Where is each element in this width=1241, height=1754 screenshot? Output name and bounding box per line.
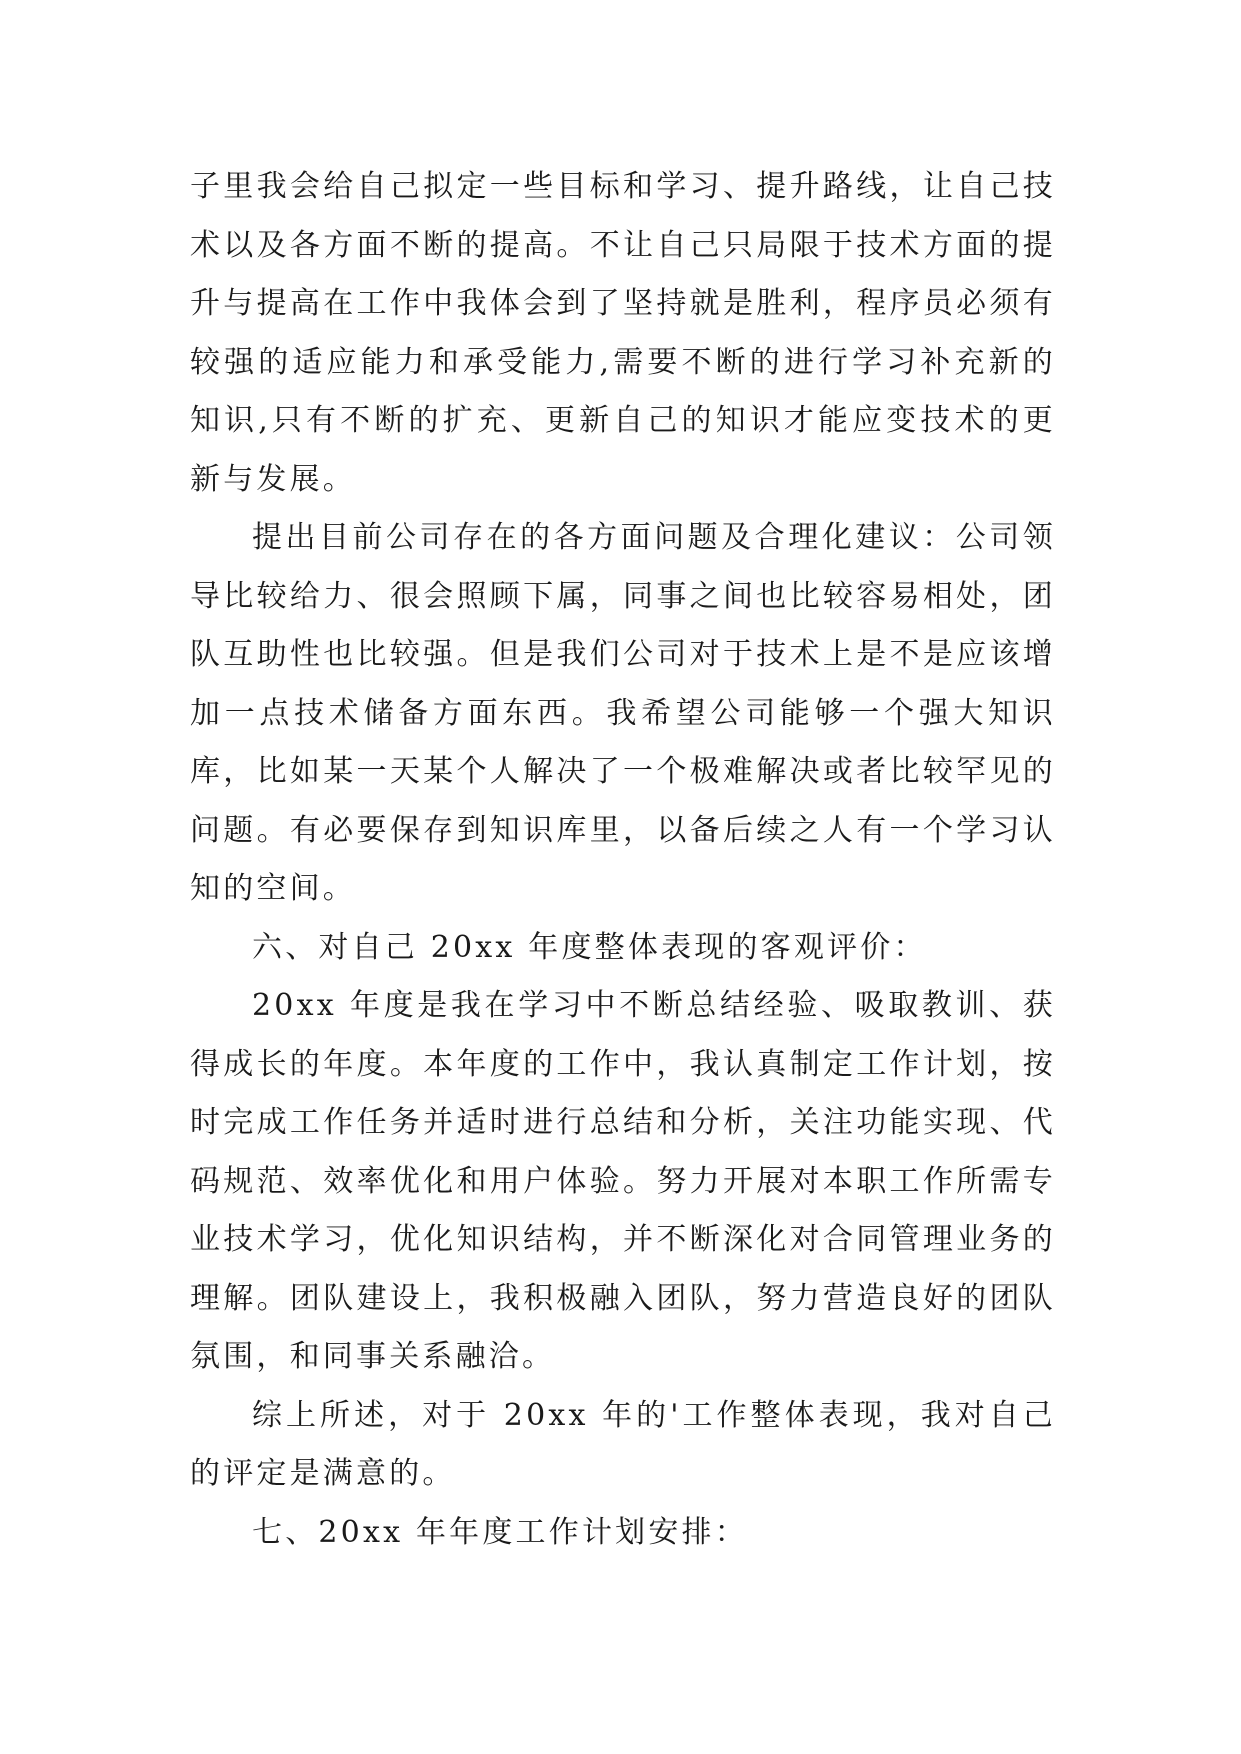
paragraph-annual-review: 20xx 年度是我在学习中不断总结经验、吸取教训、获得成长的年度。本年度的工作中，我认真制定工作计划，按时完成工作任务并适时进行总结和分析，关注功能实现、代码规范、效率优化和用户体验。努力开展对本职工作所需专业技术学习，优化知识结构，并不断深化对合同管理业务的理解。团队建设上，我积极融入团队，努力营造良好的团队氛围，和同事关系融洽。: [190, 988, 1056, 1374]
section-heading-seven: 七、20xx 年年度工作计划安排：: [252, 1514, 748, 1550]
paragraph-continuation: 子里我会给自己拟定一些目标和学习、提升路线，让自己技术以及各方面不断的提高。不让自己只局限于技术方面的提升与提高在工作中我体会到了坚持就是胜利，程序员必须有较强的适应能力和承受能力,需要不断的进行学习补充新的知识,只有不断的扩充、更新自己的知识才能应变技术的更新与发展。: [190, 169, 1056, 497]
paragraph-summary: 综上所述，对于 20xx 年的'工作整体表现，我对自己的评定是满意的。: [190, 1397, 1056, 1491]
section-heading-six: 六、对自己 20xx 年度整体表现的客观评价：: [252, 929, 927, 965]
document-body: [190, 158, 1056, 1562]
paragraph-suggestions: 提出目前公司存在的各方面问题及合理化建议：公司领导比较给力、很会照顾下属，同事之间也比较容易相处，团队互助性也比较强。但是我们公司对于技术上是不是应该增加一点技术储备方面东西。我希望公司能够一个强大知识库，比如某一天某个人解决了一个极难解决或者比较罕见的问题。有必要保存到知识库里，以备后续之人有一个学习认知的空间。: [190, 520, 1056, 906]
